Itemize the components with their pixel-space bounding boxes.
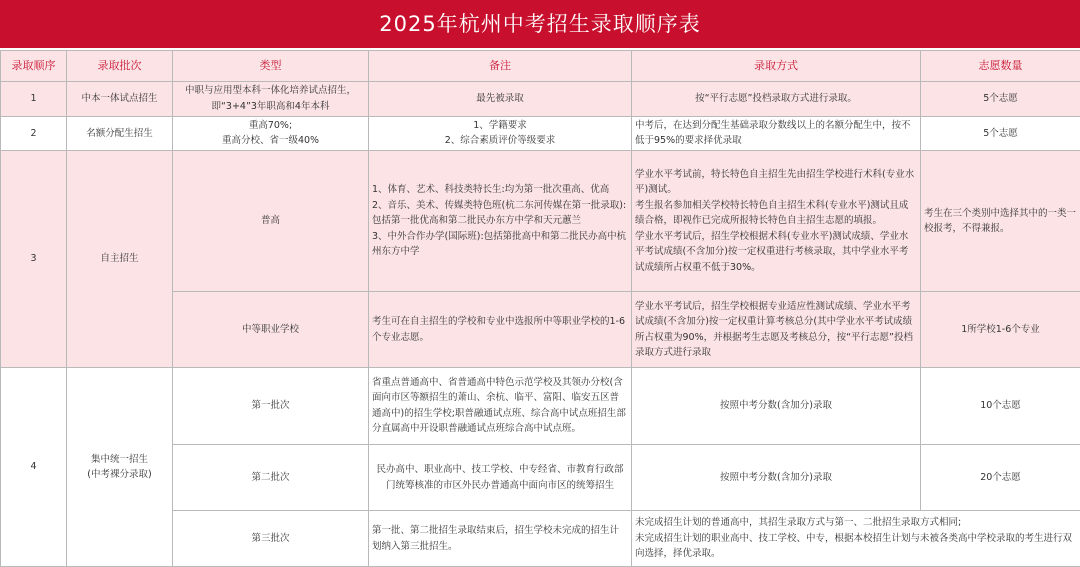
method-cell: 按照中考分数(含加分)录取 bbox=[632, 444, 921, 511]
type-line: 重高70%; bbox=[248, 119, 293, 131]
table-row bbox=[1, 116, 1080, 150]
page-title: 2025年杭州中考招生录取顺序表 bbox=[0, 0, 1080, 48]
method-cell bbox=[632, 150, 921, 291]
method-cell: 按照中考分数(含加分)录取 bbox=[632, 368, 921, 445]
note-cell: 最先被录取 bbox=[369, 82, 632, 116]
method-line: 学业水平考试前，特长特色自主招生先由招生学校进行术科(专业水平)测试。 bbox=[635, 168, 915, 196]
header-count: 志愿数量 bbox=[921, 51, 1080, 82]
method-cell: 中考后，在达到分配生基础录取分数线以上的名额分配生中，按不低于95%的要求择优录取 bbox=[632, 116, 921, 150]
table-row bbox=[1, 150, 1080, 291]
header-batch: 录取批次 bbox=[67, 51, 173, 82]
count-cell: 5个志愿 bbox=[921, 116, 1080, 150]
count-cell: 考生在三个类别中选择其中的一类一校报考，不得兼报。 bbox=[921, 150, 1080, 291]
method-cell bbox=[632, 511, 1080, 567]
note-cell bbox=[369, 116, 632, 150]
method-cell: 按“平行志愿”投档录取方式进行录取。 bbox=[632, 82, 921, 116]
note-line: 1、学籍要求 bbox=[473, 119, 527, 131]
admission-order-table bbox=[0, 50, 1080, 567]
count-cell: 5个志愿 bbox=[921, 82, 1080, 116]
note-cell: 民办高中、职业高中、技工学校、中专经省、市教育行政部门统筹核准的市区外民办普通高中面向市区的统筹招生 bbox=[369, 444, 632, 511]
order-cell: 2 bbox=[1, 116, 67, 150]
type-cell: 中等职业学校 bbox=[173, 292, 369, 368]
header-note: 备注 bbox=[369, 51, 632, 82]
order-cell: 4 bbox=[1, 368, 67, 567]
type-cell: 第三批次 bbox=[173, 511, 369, 567]
note-cell: 第一批、第二批招生录取结束后，招生学校未完成的招生计划纳入第三批招生。 bbox=[369, 511, 632, 567]
type-cell bbox=[173, 116, 369, 150]
batch-cell: 中本一体试点招生 bbox=[67, 82, 173, 116]
count-cell: 20个志愿 bbox=[921, 444, 1080, 511]
method-line: 未完成招生计划的普通高中，其招生录取方式与第一、二批招生录取方式相同; bbox=[635, 517, 962, 529]
note-cell: 考生可在自主招生的学校和专业中选报所中等职业学校的1-6个专业志愿。 bbox=[369, 292, 632, 368]
note-line: 3、中外合作办学(国际班):包括第批高中和第二批民办高中杭州东方中学 bbox=[372, 230, 627, 258]
batch-cell bbox=[67, 368, 173, 567]
table-row bbox=[1, 82, 1080, 116]
type-cell: 中职与应用型本科一体化培养试点招生，即“3+4”3年职高和4年本科 bbox=[173, 82, 369, 116]
method-line: 考生报名参加相关学校特长特色自主招生术科(专业水平)测试且成绩合格，即视作已完成所报特长特色自主招生志愿的填报。 bbox=[635, 199, 909, 227]
method-line: 未完成招生计划的职业高中、技工学校、中专，根据本校招生计划与未被各类高中学校录取的考生进行双向选择，择优录取。 bbox=[635, 532, 1073, 560]
type-line: 重高分校、省一级40% bbox=[221, 135, 320, 147]
batch-line: (中考裸分录取) bbox=[87, 469, 152, 481]
method-line: 学业水平考试后，招生学校根据术科(专业水平)测试成绩、学业水平考试成绩(不含加分)按一定权重进行考核录取，其中学业水平考试成绩所占权重不低于30%。 bbox=[635, 230, 909, 273]
note-line: 2、综合素质评价等级要求 bbox=[444, 135, 556, 147]
header-method: 录取方式 bbox=[632, 51, 921, 82]
header-type: 类型 bbox=[173, 51, 369, 82]
batch-cell: 自主招生 bbox=[67, 150, 173, 367]
type-cell: 第一批次 bbox=[173, 368, 369, 445]
count-cell: 1所学校1-6个专业 bbox=[921, 292, 1080, 368]
order-cell: 1 bbox=[1, 82, 67, 116]
table-row bbox=[1, 368, 1080, 445]
note-line: 1、体育、艺术、科技类特长生:均为第一批次重高、优高 bbox=[372, 184, 610, 196]
order-cell: 3 bbox=[1, 150, 67, 367]
note-cell: 省重点普通高中、省普通高中特色示范学校及其领办分校(含面向市区等额招生的萧山、余杭、临平、富阳、临安五区普通高中)的招生学校;职普融通试点班、综合高中试点班招生部分直属高中开设职普融通试点班综合高中试点班。 bbox=[369, 368, 632, 445]
note-cell bbox=[369, 150, 632, 291]
type-cell: 普高 bbox=[173, 150, 369, 291]
note-line: 2、音乐、美术、传媒类特色班(杭二东河传媒在第一批录取):包括第一批优高和第二批民办东方中学和天元蕙兰 bbox=[372, 199, 627, 227]
count-cell: 10个志愿 bbox=[921, 368, 1080, 445]
header-order: 录取顺序 bbox=[1, 51, 67, 82]
type-cell: 第二批次 bbox=[173, 444, 369, 511]
batch-cell: 名额分配生招生 bbox=[67, 116, 173, 150]
method-cell: 学业水平考试后，招生学校根据专业适应性测试成绩、学业水平考试成绩(不含加分)按一定权重计算考核总分(其中学业水平考试成绩所占权重为90%，并根据考生志愿及考核总分，按“平行志愿”投档录取方式进行录取 bbox=[632, 292, 921, 368]
batch-line: 集中统一招生 bbox=[90, 453, 148, 465]
header-row bbox=[1, 51, 1080, 82]
